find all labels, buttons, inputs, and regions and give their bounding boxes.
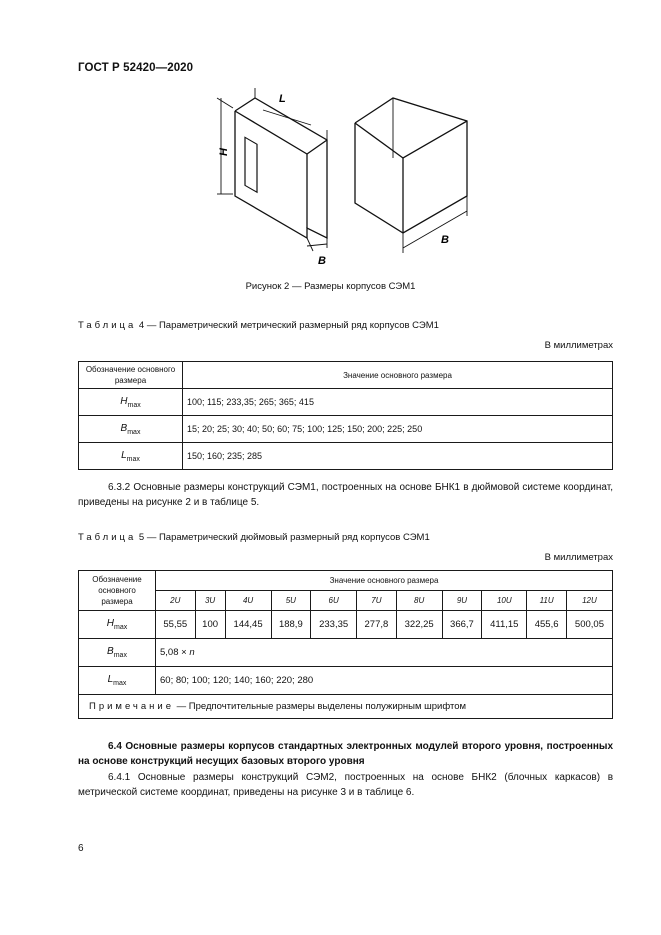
table-4-title: 4 — Параметрический метрический размерный ряд корпусов СЭМ1 xyxy=(138,320,439,331)
unit-header: 12U xyxy=(566,591,612,611)
paragraph-6-3-2: 6.3.2 Основные размеры конструкций СЭМ1, построенных на основе БНК1 в дюймовой системе координат, приведены на рисунке 2 и в таблице 5. xyxy=(78,482,613,508)
dim-label-H: H xyxy=(218,148,230,156)
table-5-note: Примечание — Предпочтительные размеры выделены полужирным шрифтом xyxy=(79,695,613,719)
table-cell: 411,15 xyxy=(482,611,527,639)
table-4-col2-header: Значение основного размера xyxy=(183,362,613,389)
figure-caption: Рисунок 2 — Размеры корпусов СЭМ1 xyxy=(245,281,416,292)
table-4-col1-header: Обозначение основного размера xyxy=(79,362,183,389)
unit-header: 4U xyxy=(225,591,271,611)
dim-label-L: L xyxy=(279,93,286,105)
table-cell: 100 xyxy=(195,611,225,639)
dim-label-B-right: B xyxy=(441,234,449,246)
table-4-row-symbol: $L_{max}$ xyxy=(79,443,183,470)
unit-header: 7U xyxy=(357,591,397,611)
table-cell: 233,35 xyxy=(311,611,357,639)
table-row xyxy=(79,639,613,667)
unit-header: 10U xyxy=(482,591,527,611)
table-5-l-symbol: $L_{max}$ xyxy=(79,667,156,695)
table-cell: 455,6 xyxy=(527,611,567,639)
figure-2-drawing xyxy=(215,88,485,273)
table-5-caption xyxy=(78,532,430,543)
table-4-row-symbol: $B_{max}$ xyxy=(79,416,183,443)
paragraph-6-4-1: 6.4.1 Основные размеры конструкций СЭМ2, построенных на основе БНК2 (блочных каркасов) в метрической системе координат, приведены на рисунке 3 и в таблице 6. xyxy=(78,772,613,798)
table-5-title: 5 — Параметрический дюймовый размерный ряд корпусов СЭМ1 xyxy=(138,532,430,543)
table-5-l-value: 60; 80; 100; 120; 140; 160; 220; 280 xyxy=(156,667,613,695)
unit-header: 3U xyxy=(195,591,225,611)
table-cell: 277,8 xyxy=(357,611,397,639)
unit-header: 6U xyxy=(311,591,357,611)
table-row xyxy=(79,443,613,470)
unit-header: 9U xyxy=(442,591,482,611)
table-5-b-value: 5,08 × n xyxy=(156,639,613,667)
connector-window xyxy=(245,137,257,192)
table-cell: 322,25 xyxy=(396,611,442,639)
table-4-row-value: 150; 160; 235; 285 xyxy=(183,443,613,470)
table-4-row-value: 100; 115; 233,35; 265; 365; 415 xyxy=(183,389,613,416)
table-4-label: Таблица xyxy=(78,320,137,331)
table-5-units: В миллиметрах xyxy=(544,552,613,563)
table-5-col1-header: Обозначение основного размера xyxy=(79,571,156,611)
table-5-col2-header: Значение основного размера xyxy=(156,571,613,591)
table-4-row-symbol: $H_{max}$ xyxy=(79,389,183,416)
document-header: ГОСТ Р 52420—2020 xyxy=(78,62,194,74)
table-note-row xyxy=(79,695,613,719)
table-row xyxy=(79,389,613,416)
table-4-units: В миллиметрах xyxy=(544,340,613,351)
table-cell: 188,9 xyxy=(271,611,311,639)
table-row xyxy=(79,611,613,639)
unit-header: 11U xyxy=(527,591,567,611)
table-cell: 144,45 xyxy=(225,611,271,639)
table-5-label: Таблица xyxy=(78,532,137,543)
table-4-caption xyxy=(78,320,439,331)
unit-header: 5U xyxy=(271,591,311,611)
table-cell: 55,55 xyxy=(156,611,196,639)
table-4 xyxy=(78,361,613,470)
table-row xyxy=(79,416,613,443)
table-5 xyxy=(78,570,613,719)
table-cell: 366,7 xyxy=(442,611,482,639)
section-6-4-heading: 6.4 Основные размеры корпусов стандартных электронных модулей второго уровня, построенных на основе конструкций несущих базовых второго уровня xyxy=(78,741,613,767)
page-number: 6 xyxy=(78,843,84,854)
unit-header: 8U xyxy=(396,591,442,611)
right-box-outline xyxy=(355,98,467,233)
table-4-row-value: 15; 20; 25; 30; 40; 50; 60; 75; 100; 125; 150; 200; 225; 250 xyxy=(183,416,613,443)
unit-header: 2U xyxy=(156,591,196,611)
table-row xyxy=(79,667,613,695)
dim-label-B-left: B xyxy=(318,255,326,267)
table-cell: 500,05 xyxy=(566,611,612,639)
table-5-h-symbol: $H_{max}$ xyxy=(79,611,156,639)
table-5-b-symbol: $B_{max}$ xyxy=(79,639,156,667)
